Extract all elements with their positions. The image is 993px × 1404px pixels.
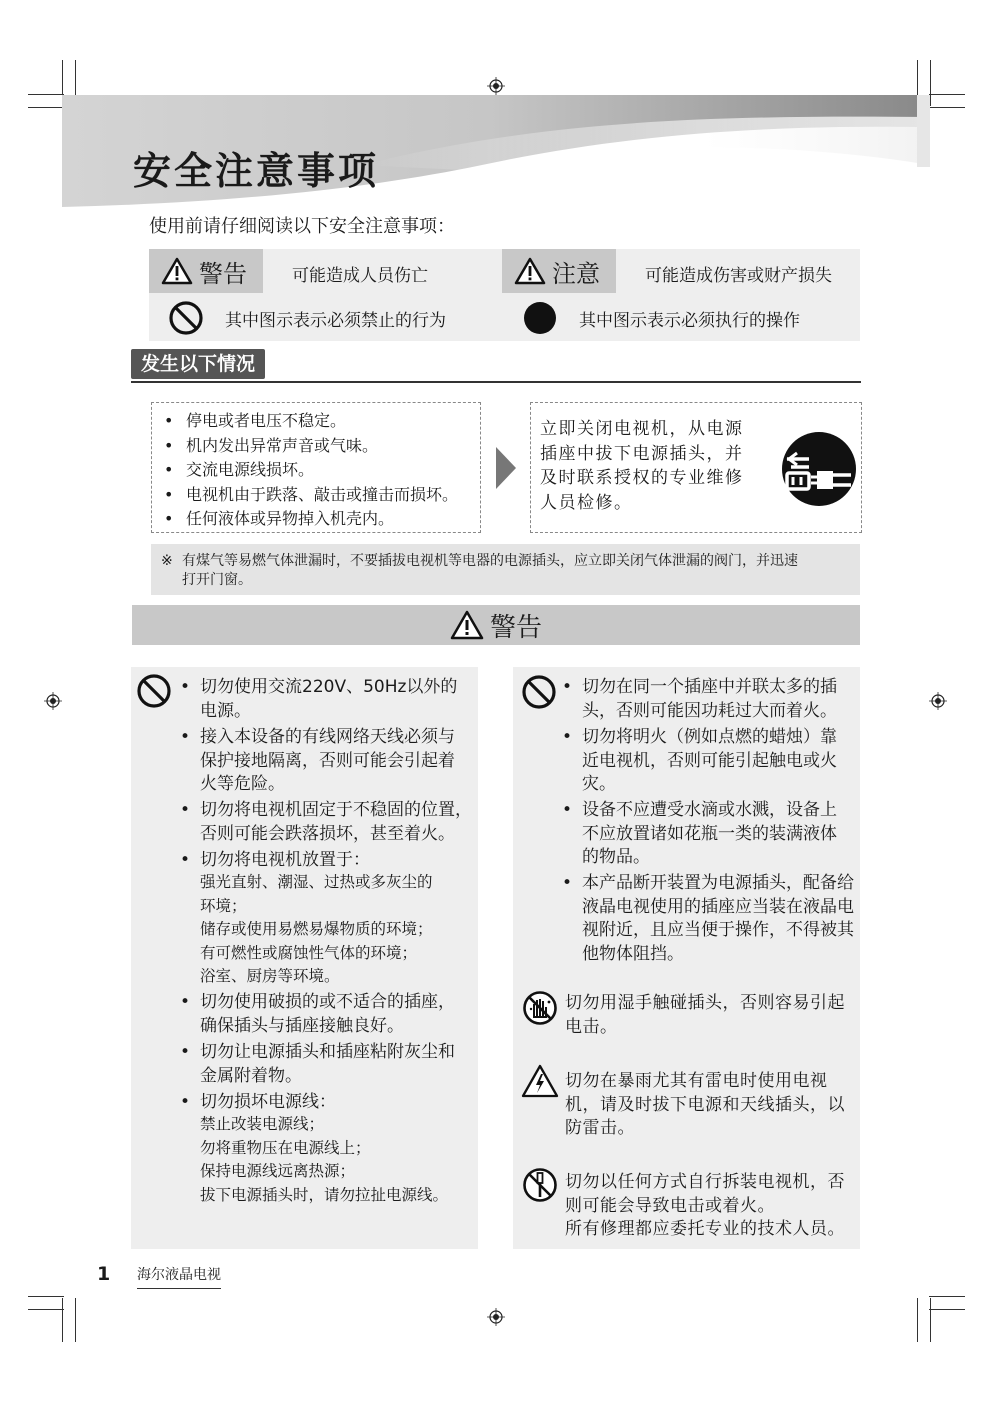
crop-mark — [28, 1309, 64, 1310]
right-item-line: 近电视机，否则可能引起触电或火 — [582, 750, 837, 771]
left-item — [180, 676, 458, 723]
left-item-line: 金属附着物。 — [200, 1065, 302, 1086]
left-item-line: 切勿将电视机放置于： — [200, 850, 370, 870]
left-subitem: 拔下电源插头时，请勿拉扯电源线。 — [200, 1185, 449, 1204]
bullet-icon: • — [180, 677, 191, 697]
left-item-line: 切勿使用交流220V、50Hz以外的 — [200, 677, 458, 697]
wet-hand-prohibited-icon — [522, 990, 558, 1026]
right-icon-item-line: 所有修理都应委托专业的技术人员。 — [565, 1219, 845, 1239]
crop-mark — [917, 1298, 918, 1342]
right-icon-item-line: 电击。 — [565, 1016, 618, 1037]
gas-note-text — [182, 552, 852, 590]
warning-triangle-icon — [450, 610, 484, 640]
left-item-line: 否则可能会跌落损坏，甚至着火。 — [200, 823, 455, 844]
right-item-line: 他物体阻挡。 — [582, 943, 684, 964]
prohibited-icon — [136, 673, 172, 709]
situation-item: • 交流电源线损坏。 — [162, 458, 480, 483]
crop-mark — [75, 1298, 76, 1342]
bullet-icon: • — [562, 800, 573, 820]
legend-warning-description: 可能造成人员伤亡 — [292, 266, 428, 286]
legend-caution-tag — [502, 249, 616, 293]
legend-caution-label: 注意 — [552, 259, 600, 288]
left-item-sublist — [200, 1113, 448, 1207]
left-item-line: 切勿使用破损的或不适合的插座， — [200, 992, 455, 1012]
left-subitem: 环境； — [200, 896, 247, 915]
right-item — [562, 872, 854, 966]
bullet-icon: • — [562, 677, 573, 697]
left-subitem: 储存或使用易燃易爆物质的环境； — [200, 920, 433, 938]
right-icon-item-line: 则可能会导致电击或着火。 — [565, 1195, 775, 1216]
bullet-icon: • — [180, 1042, 191, 1062]
action-line: 立即关闭电视机，从电源 — [540, 419, 744, 439]
bullet-icon: • — [180, 992, 191, 1012]
action-text — [540, 417, 765, 515]
bullet-icon: • — [180, 800, 191, 820]
situation-item: • 任何液体或异物掉入机壳内。 — [162, 507, 480, 532]
gas-note-line: 打开门窗。 — [182, 572, 252, 588]
legend-warning-label: 警告 — [199, 259, 247, 288]
legend-caution-box — [502, 249, 860, 341]
left-item-line: 火等危险。 — [200, 774, 285, 794]
right-item-line: 切勿将明火（例如点燃的蜡烛）靠 — [582, 727, 837, 747]
crop-mark — [929, 1296, 965, 1297]
right-item-line: 设备不应遭受水滴或水溅，设备上 — [582, 800, 837, 820]
legend-mandatory-row — [502, 295, 860, 341]
situations-box — [151, 402, 481, 533]
left-subitem: 有可燃性或腐蚀性气体的环境； — [200, 943, 418, 962]
legend-warning-tag — [149, 249, 263, 293]
left-subitem: 强光直射、潮湿、过热或多灰尘的 — [200, 873, 433, 891]
left-item-line: 电源。 — [200, 700, 251, 721]
right-item-line: 头，否则可能因功耗过大而着火。 — [582, 700, 837, 721]
legend-prohibited-row — [149, 295, 507, 341]
footer-brand: 海尔液晶电视 — [137, 1264, 221, 1289]
registration-mark-icon — [929, 692, 947, 710]
right-item-line: 视附近，且应当便于操作，不得被其 — [582, 920, 854, 940]
warning-triangle-icon — [161, 257, 193, 285]
registration-mark-icon — [44, 692, 62, 710]
right-item — [562, 799, 837, 870]
no-disassembly-icon — [522, 1167, 558, 1203]
right-item-line: 切勿在同一个插座中并联太多的插 — [582, 677, 837, 697]
bullet-icon: • — [562, 727, 573, 747]
crop-mark — [929, 107, 965, 108]
left-item-line: 切勿损坏电源线： — [200, 1092, 336, 1112]
intro-text: 使用前请仔细阅读以下安全注意事项： — [149, 216, 455, 237]
note-mark: ※ — [161, 553, 173, 569]
lightning-warning-icon — [521, 1064, 559, 1098]
legend-prohibited-text: 其中图示表示必须禁止的行为 — [225, 310, 446, 331]
right-icon-item — [565, 1171, 845, 1242]
page-title: 安全注意事项 — [133, 149, 380, 193]
left-item — [180, 1091, 336, 1115]
arrow-right-icon — [496, 447, 516, 489]
right-item-line: 不应放置诸如花瓶一类的装满液体 — [582, 823, 837, 844]
left-item-line: 切勿将电视机固定于不稳固的位置， — [200, 800, 472, 820]
bullet-icon: • — [180, 1092, 191, 1112]
prohibited-icon — [521, 674, 557, 710]
right-icon-item-line: 切勿在暴雨尤其有雷电时使用电视 — [565, 1071, 828, 1091]
crop-mark — [28, 1296, 64, 1297]
right-icon-item-line: 切勿用湿手触碰插头，否则容易引起 — [565, 993, 845, 1013]
left-item-sublist — [200, 871, 433, 989]
mandatory-action-icon — [522, 300, 558, 336]
right-icon-item — [565, 1070, 845, 1141]
bullet-icon: • — [180, 727, 191, 747]
action-box — [530, 402, 862, 533]
left-item — [180, 799, 472, 846]
warning-bar — [132, 605, 860, 645]
situation-item: • 机内发出异常声音或气味。 — [162, 434, 480, 459]
crop-mark — [930, 60, 931, 106]
crop-mark — [930, 1298, 931, 1342]
gas-note-line: 有煤气等易燃气体泄漏时，不要插拔电视机等电器的电源插头，应立即关闭气体泄漏的阀门，并迅速 — [182, 553, 798, 569]
crop-mark — [28, 94, 64, 95]
right-item — [562, 726, 837, 797]
right-item-line: 液晶电视使用的插座应当装在液晶电 — [582, 896, 854, 917]
left-item — [180, 726, 455, 797]
left-subitem: 禁止改装电源线； — [200, 1115, 325, 1133]
right-icon-item — [565, 992, 845, 1039]
action-line: 及时联系授权的专业维修 — [540, 468, 744, 488]
left-item-line: 保护接地隔离，否则可能会引起着 — [200, 750, 455, 771]
left-item — [180, 849, 370, 873]
action-line: 人员检修。 — [540, 492, 633, 513]
crop-mark — [62, 1298, 63, 1342]
section-title: 发生以下情况 — [131, 349, 265, 379]
registration-mark-icon — [487, 77, 505, 95]
prohibited-icon — [168, 300, 204, 336]
gas-leak-note — [151, 544, 860, 595]
legend-warning-box — [149, 249, 507, 341]
action-line: 插座中拔下电源插头，并 — [540, 443, 744, 464]
right-item-line: 的物品。 — [582, 847, 650, 867]
warning-bar-label: 警告 — [489, 612, 542, 643]
section-divider — [131, 381, 861, 383]
unplug-power-icon — [781, 431, 857, 507]
left-item-line: 确保插头与插座接触良好。 — [200, 1015, 404, 1036]
page-number: 1 — [97, 1263, 111, 1285]
situations-list — [152, 403, 480, 532]
left-item — [180, 1041, 455, 1088]
left-item-line: 接入本设备的有线网络天线必须与 — [200, 727, 455, 747]
right-item-line: 本产品断开装置为电源插头，配备给 — [582, 873, 854, 893]
bullet-icon: • — [180, 850, 191, 870]
right-item-line: 灾。 — [582, 774, 616, 794]
crop-mark — [28, 107, 64, 108]
right-icon-item-line: 切勿以任何方式自行拆装电视机，否 — [565, 1172, 845, 1192]
legend-caution-description: 可能造成伤害或财产损失 — [645, 266, 832, 286]
situation-item: • 电视机由于跌落、敲击或撞击而损坏。 — [162, 483, 480, 508]
left-subitem: 保持电源线远离热源； — [200, 1162, 356, 1180]
left-subitem: 勿将重物压在电源线上； — [200, 1138, 371, 1157]
caution-triangle-icon — [514, 257, 546, 285]
legend-mandatory-text: 其中图示表示必须执行的操作 — [579, 310, 800, 331]
crop-mark — [929, 94, 965, 95]
right-icon-item-line: 防雷击。 — [565, 1118, 635, 1138]
crop-mark — [929, 1309, 965, 1310]
right-item — [562, 676, 837, 723]
right-icon-item-line: 机，请及时拔下电源和天线插头，以 — [565, 1094, 845, 1115]
registration-mark-icon — [487, 1308, 505, 1326]
left-item-line: 切勿让电源插头和插座粘附灰尘和 — [200, 1042, 455, 1062]
bullet-icon: • — [562, 873, 573, 893]
left-subitem: 浴室、厨房等环境。 — [200, 967, 340, 985]
situation-item: • 停电或者电压不稳定。 — [162, 409, 480, 434]
left-item — [180, 991, 455, 1038]
